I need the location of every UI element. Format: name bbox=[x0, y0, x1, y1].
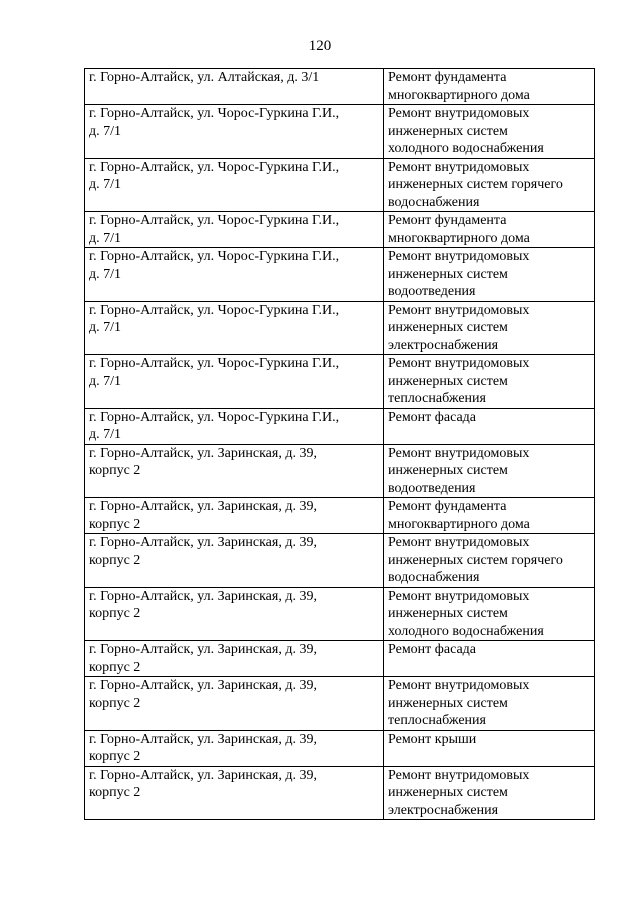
work-type-cell: Ремонт внутридомовых инженерных систем теплоснабжения bbox=[384, 677, 595, 731]
address-cell: г. Горно-Алтайск, ул. Чорос-Гуркина Г.И., д. 7/1 bbox=[85, 301, 384, 355]
table-row bbox=[85, 408, 595, 444]
table-row bbox=[85, 301, 595, 355]
address-cell: г. Горно-Алтайск, ул. Чорос-Гуркина Г.И., д. 7/1 bbox=[85, 248, 384, 302]
table-row bbox=[85, 498, 595, 534]
table-row bbox=[85, 587, 595, 641]
table-row bbox=[85, 641, 595, 677]
work-type-cell: Ремонт внутридомовых инженерных систем горячего водоснабжения bbox=[384, 534, 595, 588]
work-type-cell: Ремонт внутридомовых инженерных систем теплоснабжения bbox=[384, 355, 595, 409]
work-type-cell: Ремонт внутридомовых инженерных систем холодного водоснабжения bbox=[384, 105, 595, 159]
address-cell: г. Горно-Алтайск, ул. Чорос-Гуркина Г.И., д. 7/1 bbox=[85, 105, 384, 159]
address-cell: г. Горно-Алтайск, ул. Заринская, д. 39, корпус 2 bbox=[85, 766, 384, 820]
table-row bbox=[85, 444, 595, 498]
table-row bbox=[85, 766, 595, 820]
address-cell: г. Горно-Алтайск, ул. Чорос-Гуркина Г.И., д. 7/1 bbox=[85, 355, 384, 409]
table-row bbox=[85, 677, 595, 731]
table-row bbox=[85, 105, 595, 159]
work-type-cell: Ремонт фасада bbox=[384, 641, 595, 677]
work-type-cell: Ремонт фундамента многоквартирного дома bbox=[384, 498, 595, 534]
works-table-body bbox=[85, 69, 595, 820]
table-row bbox=[85, 158, 595, 212]
table-row bbox=[85, 534, 595, 588]
work-type-cell: Ремонт фундамента многоквартирного дома bbox=[384, 212, 595, 248]
address-cell: г. Горно-Алтайск, ул. Чорос-Гуркина Г.И., д. 7/1 bbox=[85, 158, 384, 212]
works-table bbox=[84, 68, 595, 820]
table-row bbox=[85, 69, 595, 105]
work-type-cell: Ремонт фасада bbox=[384, 408, 595, 444]
address-cell: г. Горно-Алтайск, ул. Заринская, д. 39, корпус 2 bbox=[85, 498, 384, 534]
address-cell: г. Горно-Алтайск, ул. Заринская, д. 39, корпус 2 bbox=[85, 587, 384, 641]
address-cell: г. Горно-Алтайск, ул. Заринская, д. 39, корпус 2 bbox=[85, 677, 384, 731]
table-row bbox=[85, 212, 595, 248]
work-type-cell: Ремонт внутридомовых инженерных систем холодного водоснабжения bbox=[384, 587, 595, 641]
table-row bbox=[85, 730, 595, 766]
address-cell: г. Горно-Алтайск, ул. Заринская, д. 39, корпус 2 bbox=[85, 730, 384, 766]
table-row bbox=[85, 248, 595, 302]
work-type-cell: Ремонт внутридомовых инженерных систем горячего водоснабжения bbox=[384, 158, 595, 212]
address-cell: г. Горно-Алтайск, ул. Чорос-Гуркина Г.И., д. 7/1 bbox=[85, 408, 384, 444]
address-cell: г. Горно-Алтайск, ул. Заринская, д. 39, корпус 2 bbox=[85, 641, 384, 677]
table-row bbox=[85, 355, 595, 409]
address-cell: г. Горно-Алтайск, ул. Заринская, д. 39, корпус 2 bbox=[85, 444, 384, 498]
work-type-cell: Ремонт внутридомовых инженерных систем электроснабжения bbox=[384, 301, 595, 355]
work-type-cell: Ремонт внутридомовых инженерных систем электроснабжения bbox=[384, 766, 595, 820]
work-type-cell: Ремонт крыши bbox=[384, 730, 595, 766]
address-cell: г. Горно-Алтайск, ул. Алтайская, д. 3/1 bbox=[85, 69, 384, 105]
address-cell: г. Горно-Алтайск, ул. Чорос-Гуркина Г.И., д. 7/1 bbox=[85, 212, 384, 248]
work-type-cell: Ремонт внутридомовых инженерных систем водоотведения bbox=[384, 444, 595, 498]
page-number: 120 bbox=[308, 38, 332, 54]
address-cell: г. Горно-Алтайск, ул. Заринская, д. 39, корпус 2 bbox=[85, 534, 384, 588]
work-type-cell: Ремонт внутридомовых инженерных систем водоотведения bbox=[384, 248, 595, 302]
work-type-cell: Ремонт фундамента многоквартирного дома bbox=[384, 69, 595, 105]
